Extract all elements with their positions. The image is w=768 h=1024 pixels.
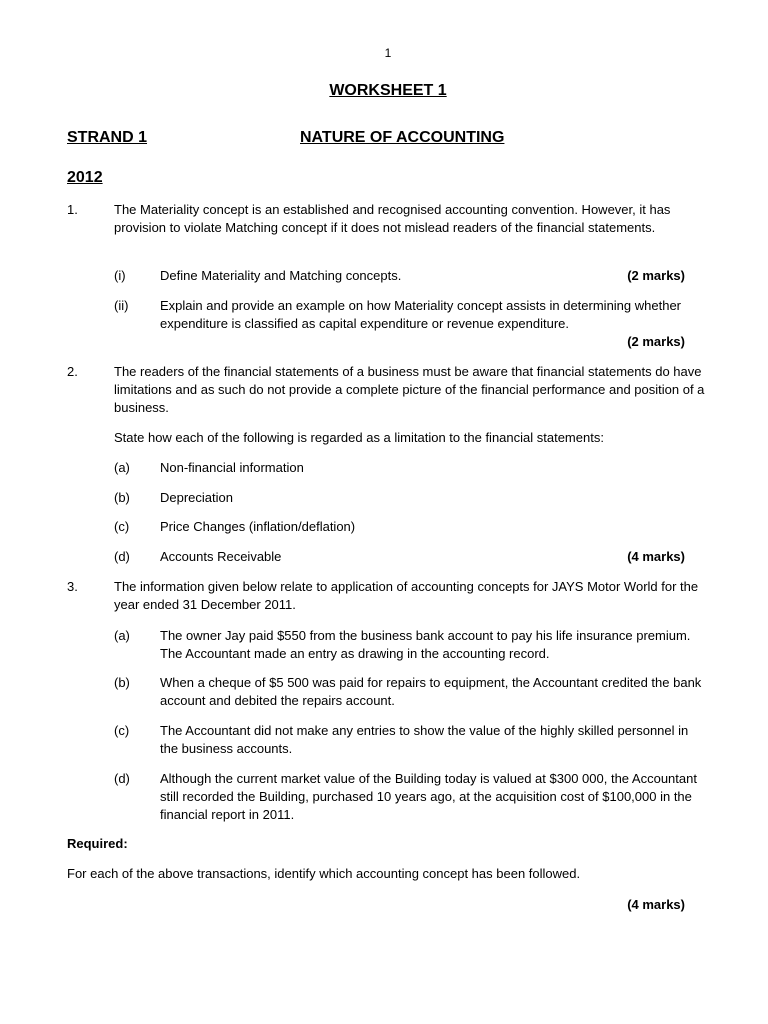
q1-part-ii-marks: (2 marks) [627, 334, 685, 349]
q1-part-ii-text: Explain and provide an example on how Materiality concept assists in determining whether expenditure is classified as capital expenditure or revenue expenditure. [160, 298, 682, 331]
q2-part-b-text: Depreciation [160, 490, 233, 505]
question-2-number: 2. [67, 364, 78, 379]
q2-part-c-label: (c) [114, 519, 130, 534]
q3-part-b-label: (b) [114, 675, 130, 690]
q3-part-c-label: (c) [114, 723, 130, 738]
q2-part-c-text: Price Changes (inflation/deflation) [160, 519, 356, 534]
page-number: 1 [384, 46, 392, 60]
q3-part-c-text: The Accountant did not make any entries to show the value of the highly skilled personnel in the business accounts. [160, 723, 689, 756]
required-text: For each of the above transactions, identify which accounting concept has been followed. [67, 866, 581, 881]
q2-part-a-text: Non-financial information [160, 460, 304, 475]
q2-part-b-label: (b) [114, 490, 130, 505]
q2-marks: (4 marks) [627, 549, 685, 564]
q3-marks: (4 marks) [627, 897, 685, 912]
q2-part-d-text: Accounts Receivable [160, 549, 282, 564]
q1-part-ii-label: (ii) [114, 298, 129, 313]
q3-part-a-text: The owner Jay paid $550 from the business bank account to pay his life insurance premium. The Accountant made an entry as drawing in the accounting record. [160, 628, 691, 661]
question-1-number: 1. [67, 202, 78, 217]
question-3-number: 3. [67, 579, 78, 594]
q3-part-d-label: (d) [114, 771, 130, 786]
q1-part-i-marks: (2 marks) [627, 268, 685, 283]
q3-part-d-text: Although the current market value of the Building today is valued at $300 000, the Accountant still recorded the Building, purchased 10 years ago, at the acquisition cost of $100,000 in the financial report in 2011. [160, 771, 697, 822]
question-1-text: The Materiality concept is an established and recognised accounting convention. However, it has provision to violate Matching concept if it does not mislead readers of the financial statements. [114, 202, 671, 235]
worksheet-title: WORKSHEET 1 [329, 82, 447, 99]
strand-label: STRAND 1 [67, 129, 148, 146]
question-3-text: The information given below relate to application of accounting concepts for JAYS Motor World for the year ended 31 December 2011. [114, 579, 699, 612]
q1-part-i-text: Define Materiality and Matching concepts. [160, 268, 402, 283]
q1-part-i-label: (i) [114, 268, 126, 283]
year-heading: 2012 [67, 169, 103, 186]
q2-part-d-label: (d) [114, 549, 130, 564]
q3-part-b-text: When a cheque of $5 500 was paid for repairs to equipment, the Accountant credited the bank account and debited the repairs account. [160, 675, 702, 708]
q2-part-a-label: (a) [114, 460, 130, 475]
question-2-instruction: State how each of the following is regarded as a limitation to the financial statements: [114, 430, 604, 445]
question-2-text: The readers of the financial statements of a business must be aware that financial statements do have limitations and as such do not provide a complete picture of the financial performance and position of a business. [114, 364, 705, 415]
required-label: Required: [67, 836, 128, 851]
q3-part-a-label: (a) [114, 628, 130, 643]
strand-title: NATURE OF ACCOUNTING [300, 129, 505, 146]
